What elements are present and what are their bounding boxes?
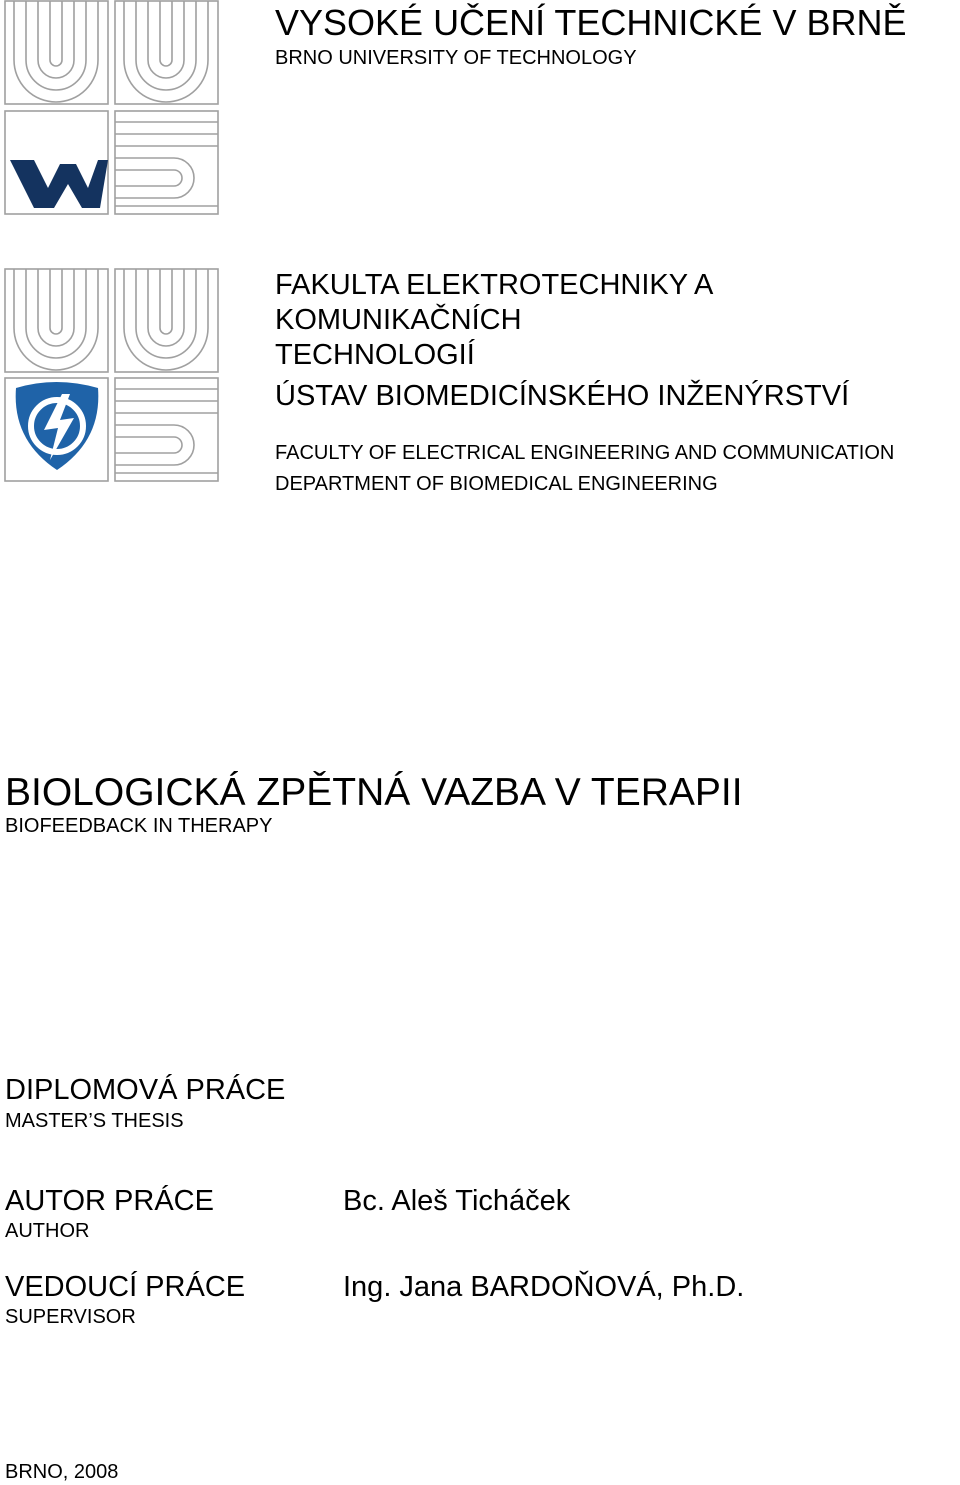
thesis-title-en: BIOFEEDBACK IN THERAPY (5, 815, 273, 837)
faculty-name-cz-line-2: KOMUNIKAČNÍCH (275, 304, 522, 336)
vut-mark-icon (10, 160, 108, 208)
author-label-cz: AUTOR PRÁCE (5, 1185, 214, 1217)
faculty-name-en: FACULTY OF ELECTRICAL ENGINEERING AND COMMUNICATION (275, 442, 895, 464)
university-logo (4, 0, 220, 216)
supervisor-name: Ing. Jana BARDOŇOVÁ, Ph.D. (343, 1271, 745, 1303)
shield-lightning-icon (16, 382, 99, 470)
thesis-type-cz: DIPLOMOVÁ PRÁCE (5, 1074, 286, 1106)
department-name-en: DEPARTMENT OF BIOMEDICAL ENGINEERING (275, 473, 718, 495)
place-year: BRNO, 2008 (5, 1461, 119, 1483)
thesis-type-en: MASTER’S THESIS (5, 1110, 184, 1132)
department-name-cz: ÚSTAV BIOMEDICÍNSKÉHO INŽENÝRSTVÍ (275, 380, 850, 412)
faculty-name-cz-line-1: FAKULTA ELEKTROTECHNIKY A (275, 269, 714, 301)
author-name: Bc. Aleš Ticháček (343, 1185, 571, 1217)
supervisor-label-cz: VEDOUCÍ PRÁCE (5, 1271, 246, 1303)
faculty-logo (4, 268, 220, 482)
faculty-name-cz-line-3: TECHNOLOGIÍ (275, 339, 475, 371)
university-name-en: BRNO UNIVERSITY OF TECHNOLOGY (275, 47, 637, 69)
university-name-cz: VYSOKÉ UČENÍ TECHNICKÉ V BRNĚ (275, 2, 907, 43)
supervisor-label-en: SUPERVISOR (5, 1306, 136, 1328)
thesis-title-cz: BIOLOGICKÁ ZPĚTNÁ VAZBA V TERAPII (5, 771, 743, 814)
author-label-en: AUTHOR (5, 1220, 90, 1242)
